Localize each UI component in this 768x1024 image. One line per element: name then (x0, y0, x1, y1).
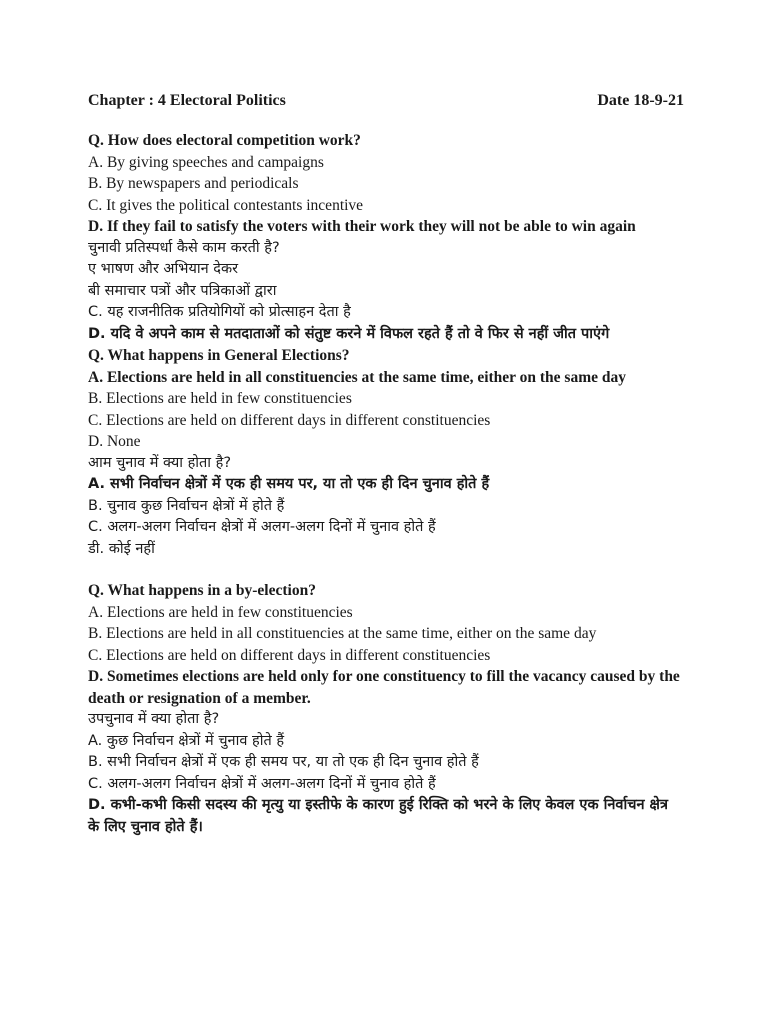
option-b: B. Elections are held in few constituencies (88, 390, 352, 407)
answer-text: A. Elections are held in all constituencies at the same time, either on the same day (88, 368, 626, 386)
question-text: Q. What happens in General Elections? (88, 347, 350, 364)
question-text: Q. What happens in a by-election? (88, 582, 316, 599)
date-label: Date 18-9-21 (597, 92, 684, 109)
hindi-option-d: डी. कोई नहीं (88, 540, 155, 557)
hindi-answer-text: A. सभी निर्वाचन क्षेत्रों में एक ही समय पर, या तो एक ही दिन चुनाव होते हैं (88, 476, 490, 492)
hindi-answer-text: D. कभी-कभी किसी सदस्य की मृत्यु या इस्तीफे के कारण हुई रिक्ति को भरने के लिए केवल एक निर्वाचन क्षेत्र के लिए चुनाव होते हैं। (88, 797, 668, 835)
hindi-option-b: B. चुनाव कुछ निर्वाचन क्षेत्रों में होते हैं (88, 497, 285, 514)
page-header (88, 92, 684, 110)
option-c: C. Elections are held on different days in different constituencies (88, 646, 491, 664)
option-a: A. By giving speeches and campaigns (88, 153, 324, 171)
option-b: B. By newspapers and periodicals (88, 175, 299, 192)
question-text: Q. How does electoral competition work? (88, 132, 361, 149)
chapter-title: Chapter : 4 Electoral Politics (88, 92, 286, 109)
hindi-option-c: C. अलग-अलग निर्वाचन क्षेत्रों में अलग-अलग दिनों में चुनाव होते हैं (88, 775, 436, 792)
hindi-option-a: ए भाषण और अभियान देकर (88, 261, 239, 277)
question-block-3 (88, 580, 684, 838)
answer-text: D. Sometimes elections are held only for one constituency to fill the vacancy caused by the death or resignation of a member. (88, 668, 680, 707)
hindi-option-c: C. यह राजनीतिक प्रतियोगियों को प्रोत्साहन देता है (88, 304, 351, 320)
hindi-question-text: चुनावी प्रतिस्पर्धा कैसे काम करती है? (88, 239, 280, 256)
option-d: D. None (88, 433, 141, 450)
option-c: C. It gives the political contestants incentive (88, 196, 364, 214)
section-spacer (88, 560, 684, 580)
hindi-question-text: आम चुनाव में क्या होता है? (88, 454, 232, 471)
question-block-2 (88, 345, 684, 560)
hindi-option-b: B. सभी निर्वाचन क्षेत्रों में एक ही समय पर, या तो एक ही दिन चुनाव होते हैं (88, 754, 479, 770)
hindi-answer-text: D. यदि वे अपने काम से मतदाताओं को संतुष्ट करने में विफल रहते हैं तो वे फिर से नहीं जीत पाएंगे (88, 325, 610, 342)
hindi-option-b: बी समाचार पत्रों और पत्रिकाओं द्वारा (88, 282, 277, 299)
option-c: C. Elections are held on different days in different constituencies (88, 411, 491, 429)
hindi-option-a: A. कुछ निर्वाचन क्षेत्रों में चुनाव होते हैं (88, 732, 285, 749)
option-a: A. Elections are held in few constituencies (88, 603, 353, 621)
hindi-option-c: C. अलग-अलग निर्वाचन क्षेत्रों में अलग-अलग दिनों में चुनाव होते हैं (88, 519, 436, 535)
hindi-question-text: उपचुनाव में क्या होता है? (88, 711, 220, 727)
answer-text: D. If they fail to satisfy the voters with their work they will not be able to win again (88, 218, 636, 235)
option-b: B. Elections are held in all constituencies at the same time, either on the same day (88, 625, 597, 642)
question-block-1 (88, 130, 684, 345)
